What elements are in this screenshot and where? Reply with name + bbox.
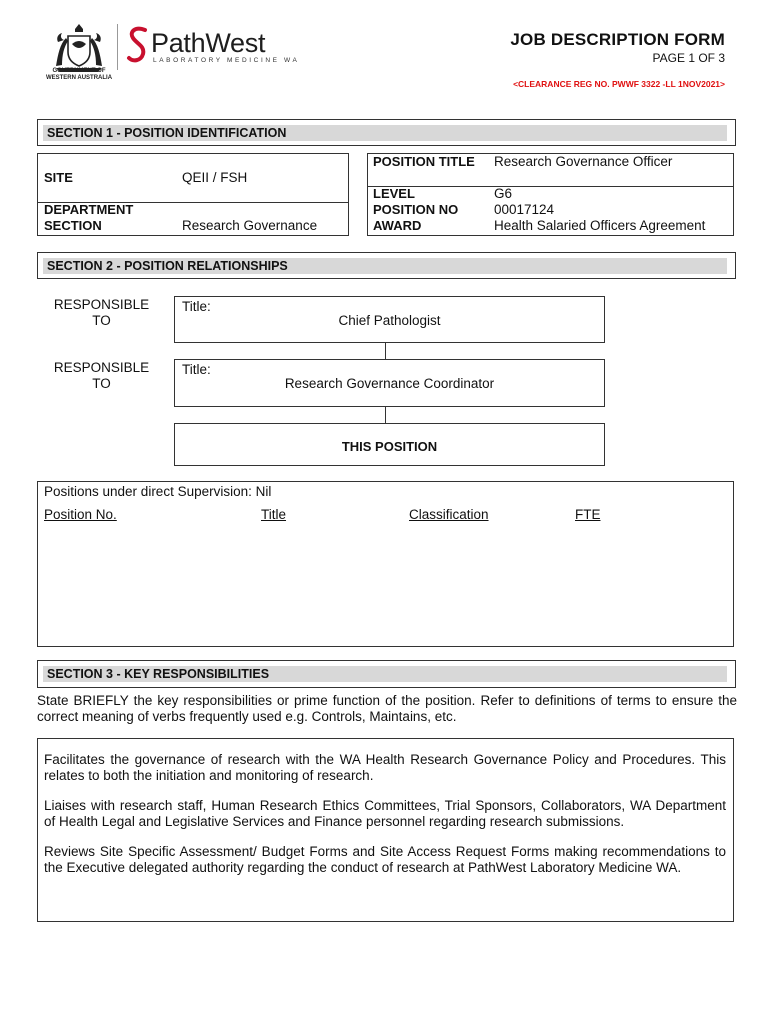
position-details-table [367, 153, 734, 236]
site-department-table [37, 153, 349, 236]
org-connector [385, 343, 386, 359]
column-fte: FTE [575, 507, 601, 522]
position-title-label: POSITION TITLE [373, 154, 475, 169]
title-label: Title: [182, 299, 211, 314]
section-1-title: SECTION 1 - POSITION IDENTIFICATION [43, 125, 727, 141]
instructions-text: State BRIEFLY the key responsibilities or prime function of the position. Refer to definitions of terms to ensure the correct meaning of verbs frequently used e.g. Controls, Maintains, etc. [37, 693, 737, 724]
responsible-to-label-1: RESPONSIBLE TO [53, 297, 150, 328]
reports-to-1-value: Chief Pathologist [338, 313, 441, 328]
section-3-header [37, 660, 736, 688]
clearance-reg: <CLEARANCE REG NO. PWWF 3322 -LL 1NOV2021> [513, 79, 725, 89]
crest-caption: GOVERNMENT OF WESTERN AUSTRALIA [45, 68, 113, 81]
level-label: LEVEL [373, 186, 415, 201]
site-label: SITE [44, 170, 73, 185]
section-label: SECTION [44, 218, 102, 233]
form-title: JOB DESCRIPTION FORM [510, 30, 725, 49]
page-number: PAGE 1 OF 3 [652, 51, 725, 65]
responsibilities-box [37, 738, 734, 922]
org-connector [385, 407, 386, 423]
this-position-box [174, 423, 605, 466]
responsibility-item: Liaises with research staff, Human Research Ethics Committees, Trial Sponsors, Collaborators, WA Department of Health Legal and Legislative Services and Finance personnel regarding research submissions. [44, 798, 726, 829]
level-value: G6 [494, 186, 513, 201]
position-no-value: 00017124 [494, 202, 555, 217]
column-position-no: Position No. [44, 507, 117, 522]
section-2-title: SECTION 2 - POSITION RELATIONSHIPS [43, 258, 727, 274]
brand-name: PathWest [151, 28, 266, 58]
supervision-table [37, 481, 734, 647]
column-classification: Classification [409, 507, 489, 522]
award-label: AWARD [373, 218, 422, 233]
brand-subtitle: LABORATORY MEDICINE WA [153, 57, 300, 64]
responsibility-item: Facilitates the governance of research with the WA Health Research Governance Policy and Procedures. This relates to both the initiation and monitoring of research. [44, 752, 726, 783]
site-value: QEII / FSH [182, 170, 248, 185]
supervision-text: Positions under direct Supervision: Nil [44, 484, 272, 499]
logo-divider [117, 24, 118, 70]
award-value: Health Salaried Officers Agreement [494, 218, 706, 233]
responsible-to-label-2: RESPONSIBLE TO [53, 360, 150, 391]
row-divider [368, 186, 733, 187]
reports-to-box-1 [174, 296, 605, 343]
section-value: Research Governance [182, 218, 318, 233]
position-title-value: Research Governance Officer [494, 154, 673, 169]
this-position-label: THIS POSITION [341, 439, 438, 454]
reports-to-2-value: Research Governance Coordinator [284, 376, 495, 391]
section-1-header [37, 119, 736, 146]
title-label: Title: [182, 362, 211, 377]
pathwest-logo-icon [125, 24, 151, 68]
reports-to-box-2 [174, 359, 605, 407]
column-title: Title [261, 507, 287, 522]
position-no-label: POSITION NO [373, 202, 459, 217]
section-2-header [37, 252, 736, 279]
department-label: DEPARTMENT [44, 202, 134, 217]
section-3-title: SECTION 3 - KEY RESPONSIBILITIES [43, 666, 727, 682]
responsibility-item: Reviews Site Specific Assessment/ Budget Forms and Site Access Request Forms making recommendations to the Executive delegated authority regarding the conduct of research at PathWest Laboratory Medicine WA. [44, 844, 726, 875]
